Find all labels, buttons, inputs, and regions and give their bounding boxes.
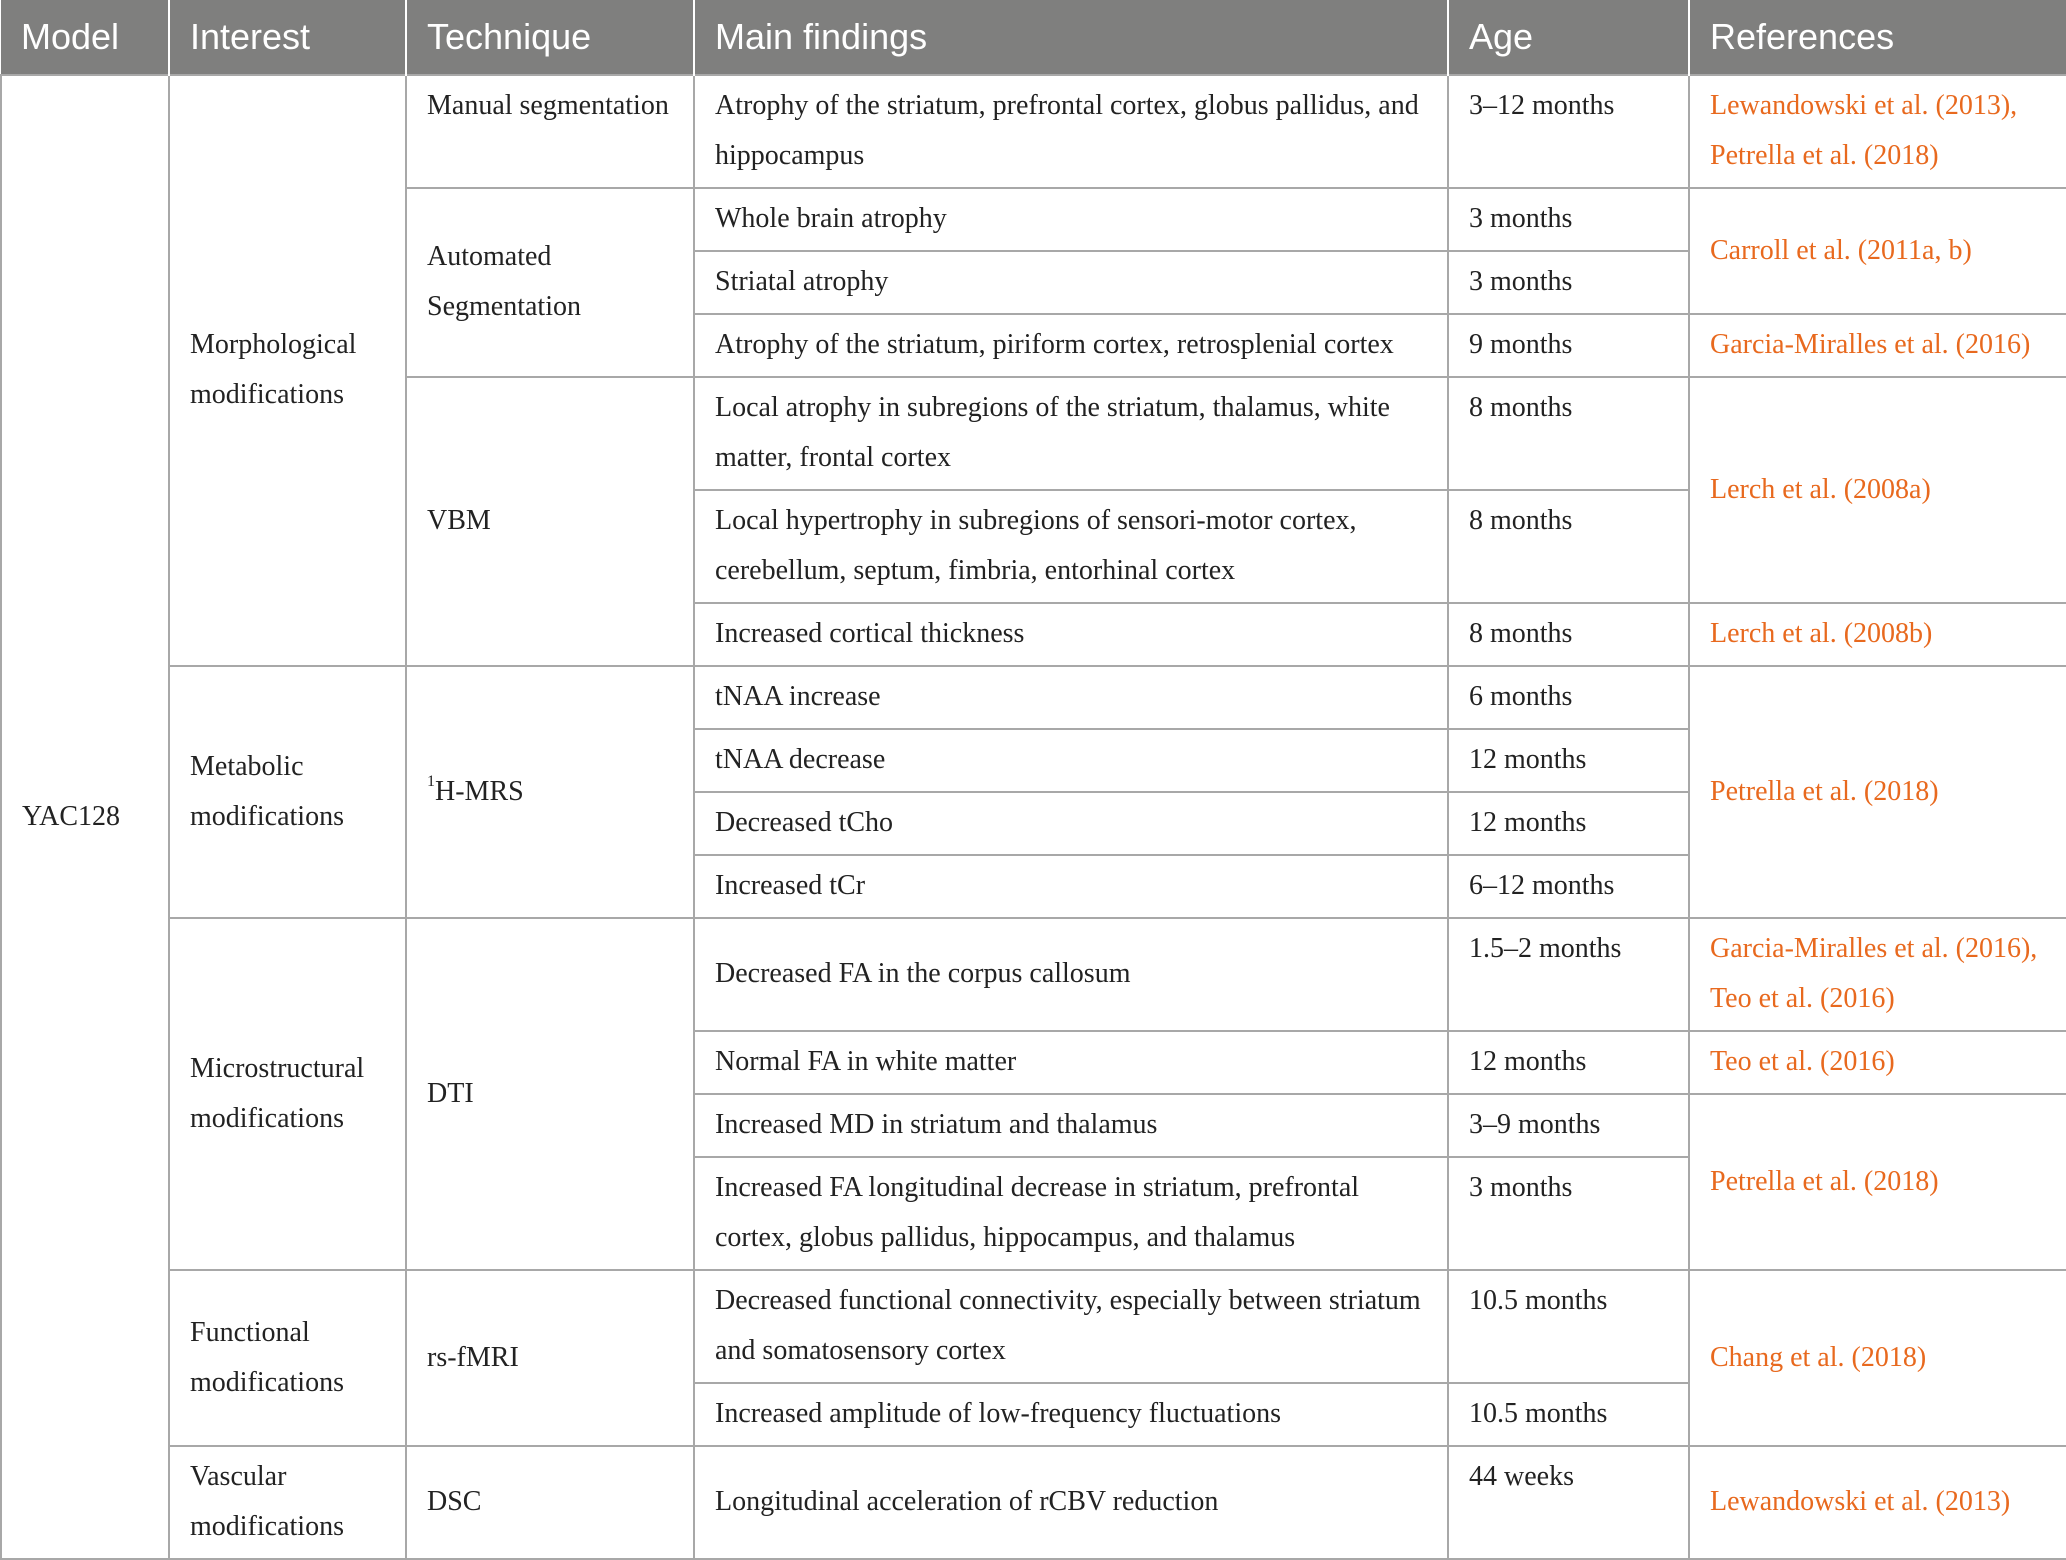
- finding-cell: Increased tCr: [694, 855, 1448, 918]
- finding-cell: Longitudinal acceleration of rCBV reduction: [694, 1446, 1448, 1559]
- col-header-technique: Technique: [406, 0, 694, 75]
- interest-vascular: Vascular modifications: [169, 1446, 406, 1559]
- finding-cell: Local hypertrophy in subregions of sensori-motor cortex, cerebellum, septum, fimbria, entorhinal cortex: [694, 490, 1448, 603]
- reference-link[interactable]: Lewandowski et al. (2013): [1689, 1446, 2066, 1559]
- technique-dti: DTI: [406, 918, 694, 1270]
- col-header-references: References: [1689, 0, 2066, 75]
- technique-mrs-label: H-MRS: [435, 775, 524, 807]
- finding-cell: tNAA decrease: [694, 729, 1448, 792]
- age-cell: 12 months: [1448, 729, 1689, 792]
- age-cell: 3 months: [1448, 251, 1689, 314]
- technique-manual: Manual segmentation: [406, 75, 694, 188]
- age-cell: 3–9 months: [1448, 1094, 1689, 1157]
- finding-cell: Striatal atrophy: [694, 251, 1448, 314]
- table-row: [1, 1446, 2066, 1559]
- finding-cell: Decreased tCho: [694, 792, 1448, 855]
- age-cell: 10.5 months: [1448, 1383, 1689, 1446]
- age-cell: 3 months: [1448, 1157, 1689, 1270]
- reference-link[interactable]: Lerch et al. (2008b): [1689, 603, 2066, 666]
- age-cell: 3 months: [1448, 188, 1689, 251]
- reference-link[interactable]: Chang et al. (2018): [1689, 1270, 2066, 1446]
- reference-link[interactable]: Lewandowski et al. (2013), Petrella et al. (2018): [1689, 75, 2066, 188]
- finding-cell: Increased MD in striatum and thalamus: [694, 1094, 1448, 1157]
- reference-link[interactable]: Garcia-Miralles et al. (2016), Teo et al. (2016): [1689, 918, 2066, 1031]
- interest-metabolic: Metabolic modifications: [169, 666, 406, 918]
- table-row: [1, 75, 2066, 188]
- age-cell: 8 months: [1448, 603, 1689, 666]
- table-row: [1, 1270, 2066, 1383]
- reference-link[interactable]: Carroll et al. (2011a, b): [1689, 188, 2066, 314]
- age-cell: 8 months: [1448, 490, 1689, 603]
- finding-cell: Decreased functional connectivity, especially between striatum and somatosensory cortex: [694, 1270, 1448, 1383]
- finding-cell: Whole brain atrophy: [694, 188, 1448, 251]
- age-cell: 10.5 months: [1448, 1270, 1689, 1383]
- reference-link[interactable]: Garcia-Miralles et al. (2016): [1689, 314, 2066, 377]
- finding-cell: Local atrophy in subregions of the striatum, thalamus, white matter, frontal cortex: [694, 377, 1448, 490]
- reference-link[interactable]: Teo et al. (2016): [1689, 1031, 2066, 1094]
- finding-cell: Increased FA longitudinal decrease in striatum, prefrontal cortex, globus pallidus, hippocampus, and thalamus: [694, 1157, 1448, 1270]
- col-header-age: Age: [1448, 0, 1689, 75]
- age-cell: 3–12 months: [1448, 75, 1689, 188]
- age-cell: 1.5–2 months: [1448, 918, 1689, 1031]
- age-cell: 12 months: [1448, 1031, 1689, 1094]
- age-cell: 9 months: [1448, 314, 1689, 377]
- technique-mrs: [406, 666, 694, 918]
- age-cell: 44 weeks: [1448, 1446, 1689, 1559]
- table-row: [1, 666, 2066, 729]
- technique-dsc: DSC: [406, 1446, 694, 1559]
- col-header-interest: Interest: [169, 0, 406, 75]
- technique-rsfmri: rs-fMRI: [406, 1270, 694, 1446]
- technique-vbm: VBM: [406, 377, 694, 666]
- finding-cell: Normal FA in white matter: [694, 1031, 1448, 1094]
- finding-cell: Increased amplitude of low-frequency fluctuations: [694, 1383, 1448, 1446]
- header-row: [1, 0, 2066, 75]
- finding-cell: Atrophy of the striatum, piriform cortex, retrosplenial cortex: [694, 314, 1448, 377]
- finding-cell: tNAA increase: [694, 666, 1448, 729]
- age-cell: 6 months: [1448, 666, 1689, 729]
- technique-automated: Automated Segmentation: [406, 188, 694, 377]
- finding-cell: Increased cortical thickness: [694, 603, 1448, 666]
- interest-functional: Functional modifications: [169, 1270, 406, 1446]
- superscript: 1: [427, 772, 435, 790]
- col-header-findings: Main findings: [694, 0, 1448, 75]
- age-cell: 12 months: [1448, 792, 1689, 855]
- col-header-model: Model: [1, 0, 169, 75]
- model-cell: YAC128: [1, 75, 169, 1559]
- interest-morphological: Morphological modifications: [169, 75, 406, 666]
- reference-link[interactable]: Lerch et al. (2008a): [1689, 377, 2066, 603]
- interest-microstructural: Microstructural modifications: [169, 918, 406, 1270]
- reference-link[interactable]: Petrella et al. (2018): [1689, 1094, 2066, 1270]
- table-row: [1, 918, 2066, 1031]
- finding-cell: Atrophy of the striatum, prefrontal cortex, globus pallidus, and hippocampus: [694, 75, 1448, 188]
- age-cell: 8 months: [1448, 377, 1689, 490]
- reference-link[interactable]: Petrella et al. (2018): [1689, 666, 2066, 918]
- age-cell: 6–12 months: [1448, 855, 1689, 918]
- finding-cell: Decreased FA in the corpus callosum: [694, 918, 1448, 1031]
